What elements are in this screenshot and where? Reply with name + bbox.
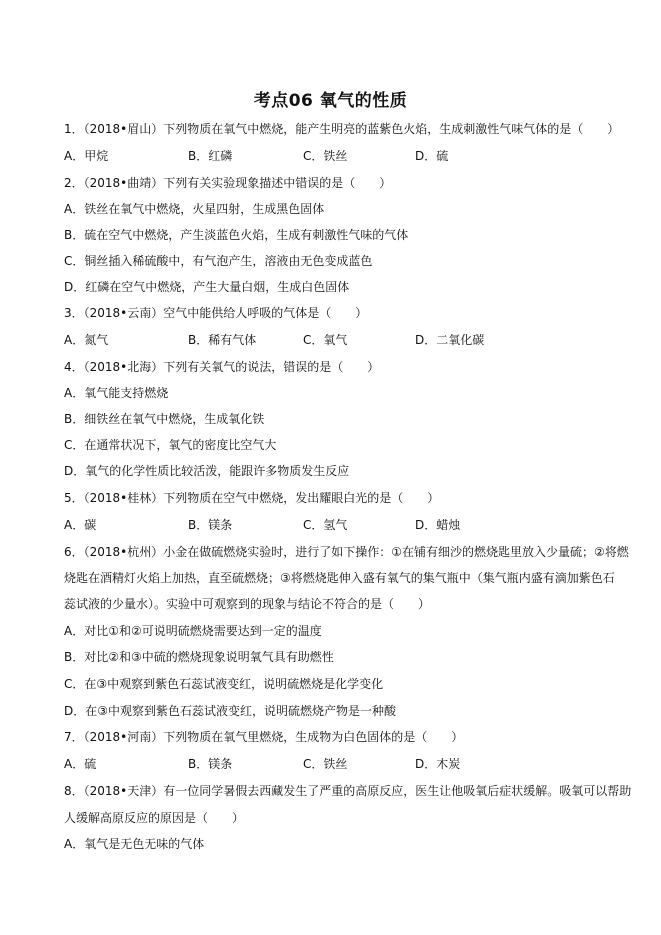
q3-option-d: D．二氧化碳	[415, 333, 485, 347]
q2-option-d: D．红磷在空气中燃烧，产生大量白烟，生成白色固体	[64, 280, 350, 294]
q2-option-a: A．铁丝在氧气中燃烧，火星四射，生成黑色固体	[64, 202, 325, 216]
q4-option-a: A．氧气能支持燃烧	[64, 386, 169, 400]
question-8-stem-line-1: 8．（2018•天津）有一位同学暑假去西藏发生了严重的高原反应，医生让他吸氧后症状缓解。吸氧可以帮助	[64, 784, 632, 798]
q4-option-d: D．氧气的化学性质比较活泼，能跟许多物质发生反应	[64, 464, 350, 478]
q2-option-c: C．铜丝插入稀硫酸中，有气泡产生，溶液由无色变成蓝色	[64, 254, 373, 268]
page-title: 考点06 氧气的性质	[253, 91, 408, 111]
q7-option-b: B．镁条	[188, 757, 233, 771]
question-7-stem: 7．（2018•河南）下列物质在氧气里燃烧，生成物为白色固体的是（ ）	[64, 730, 464, 744]
q5-option-c: C．氢气	[303, 518, 348, 532]
q6-option-b: B．对比②和③中硫的燃烧现象说明氧气具有助燃性	[64, 650, 334, 664]
q7-option-c: C．铁丝	[303, 757, 348, 771]
q3-option-a: A．氮气	[64, 333, 109, 347]
q1-option-c: C．铁丝	[303, 149, 348, 163]
question-8-stem-line-2: 人缓解高原反应的原因是（ ）	[64, 811, 245, 825]
q3-option-c: C．氧气	[303, 333, 348, 347]
question-3-stem: 3．（2018•云南）空气中能供给人呼吸的气体是（ ）	[64, 306, 368, 320]
q5-option-b: B．镁条	[188, 518, 233, 532]
q2-option-b: B．硫在空气中燃烧，产生淡蓝色火焰，生成有刺激性气味的气体	[64, 228, 409, 242]
q4-option-b: B．细铁丝在氧气中燃烧，生成氧化铁	[64, 412, 265, 426]
question-6-stem-line-1: 6．（2018•杭州）小金在做硫燃烧实验时，进行了如下操作：①在铺有细沙的燃烧匙里放入少量硫；②将燃	[64, 545, 629, 559]
question-1-stem: 1．（2018•眉山）下列物质在氧气中燃烧，能产生明亮的蓝紫色火焰，生成刺激性气味气体的是（ ）	[64, 122, 620, 136]
q1-option-d: D．硫	[415, 149, 449, 163]
q3-option-b: B．稀有气体	[188, 333, 257, 347]
q1-option-a: A．甲烷	[64, 149, 109, 163]
question-5-stem: 5．（2018•桂林）下列物质在空气中燃烧，发出耀眼白光的是（ ）	[64, 491, 440, 505]
q5-option-a: A．碳	[64, 518, 97, 532]
question-6-stem-line-3: 蕊试液的少量水）。实验中可观察到的现象与结论不符合的是（ ）	[64, 597, 431, 611]
q5-option-d: D．蜡烛	[415, 518, 461, 532]
q6-option-d: D．在③中观察到紫色石蕊试液变红，说明硫燃烧产物是一种酸	[64, 704, 397, 718]
q4-option-c: C．在通常状况下，氧气的密度比空气大	[64, 438, 277, 452]
q6-option-c: C．在③中观察到紫色石蕊试液变红，说明硫燃烧是化学变化	[64, 677, 384, 691]
q8-option-a: A．氧气是无色无味的气体	[64, 837, 205, 851]
q6-option-a: A．对比①和②可说明硫燃烧需要达到一定的温度	[64, 624, 322, 638]
question-2-stem: 2．（2018•曲靖）下列有关实验现象描述中错误的是（ ）	[64, 176, 392, 190]
question-6-stem-line-2: 烧匙在酒精灯火焰上加热，直至硫燃烧；③将燃烧匙伸入盛有氧气的集气瓶中（集气瓶内盛有滴加紫色石	[64, 571, 615, 585]
q7-option-a: A．硫	[64, 757, 97, 771]
q1-option-b: B．红磷	[188, 149, 233, 163]
q7-option-d: D．木炭	[415, 757, 461, 771]
question-4-stem: 4．（2018•北海）下列有关氧气的说法，错误的是（ ）	[64, 360, 380, 374]
